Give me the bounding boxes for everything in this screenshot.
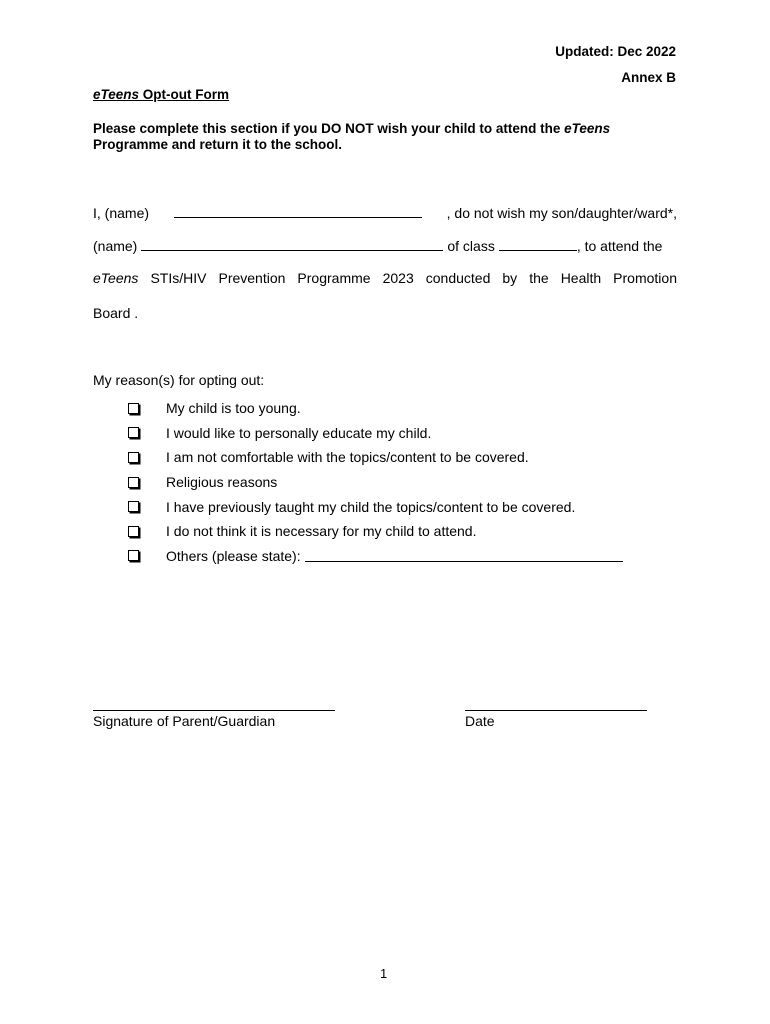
signature-line[interactable] [93, 710, 335, 711]
class-field[interactable] [499, 237, 577, 251]
reason-label: My child is too young. [166, 400, 301, 417]
programme-italic: eTeens [93, 270, 139, 286]
reason-label: I do not think it is necessary for my child to attend. [166, 523, 477, 540]
programme-line [93, 270, 677, 286]
form-title-rest: Opt-out Form [139, 87, 230, 102]
form-title-italic: eTeens [93, 87, 140, 102]
page-number: 1 [380, 966, 388, 981]
reason-item [128, 519, 623, 544]
reason-item [128, 544, 623, 569]
board-line: Board . [93, 305, 139, 321]
attend-suffix: , to attend the [576, 238, 663, 254]
child-name-label: (name) [93, 238, 138, 254]
instruction-part2: Programme and return it to the school. [93, 137, 343, 152]
checkbox[interactable] [128, 477, 139, 488]
parent-name-field[interactable] [174, 204, 422, 218]
instruction-text [93, 121, 678, 153]
reason-item [128, 396, 623, 421]
reason-label: I would like to personally educate my child. [166, 424, 432, 441]
child-name-field[interactable] [141, 237, 443, 251]
annex-label: Annex B [621, 70, 676, 85]
reason-label: Others (please state): [166, 547, 301, 564]
reasons-list [128, 396, 623, 568]
checkbox[interactable] [128, 427, 139, 438]
reason-item [128, 470, 623, 495]
date-label: Date [465, 713, 495, 729]
others-field[interactable] [305, 549, 623, 562]
parent-name-suffix: , do not wish my son/daughter/ward*, [446, 205, 677, 221]
reason-label: I have previously taught my child the topics/content to be covered. [166, 498, 576, 515]
form-title [93, 87, 229, 102]
updated-date: Updated: Dec 2022 [555, 44, 676, 59]
instruction-italic: eTeens [564, 121, 611, 136]
parent-name-label: I, (name) [93, 205, 150, 221]
reason-label: I am not comfortable with the topics/content to be covered. [166, 449, 529, 466]
reason-item [128, 421, 623, 446]
checkbox[interactable] [128, 452, 139, 463]
parent-name-line [93, 204, 677, 221]
checkbox[interactable] [128, 550, 139, 561]
child-name-line [93, 237, 677, 254]
reason-item [128, 494, 623, 519]
checkbox[interactable] [128, 403, 139, 414]
reasons-heading: My reason(s) for opting out: [93, 372, 265, 388]
programme-rest: STIs/HIV Prevention Programme 2023 conducted by the Health Promotion [138, 270, 677, 286]
class-label: of class [447, 238, 495, 254]
signature-label: Signature of Parent/Guardian [93, 713, 276, 729]
reason-item [128, 445, 623, 470]
instruction-part1: Please complete this section if you DO NOT wish your child to attend the [93, 121, 565, 136]
checkbox[interactable] [128, 526, 139, 537]
date-line[interactable] [465, 710, 647, 711]
reason-label: Religious reasons [166, 474, 278, 491]
checkbox[interactable] [128, 501, 139, 512]
